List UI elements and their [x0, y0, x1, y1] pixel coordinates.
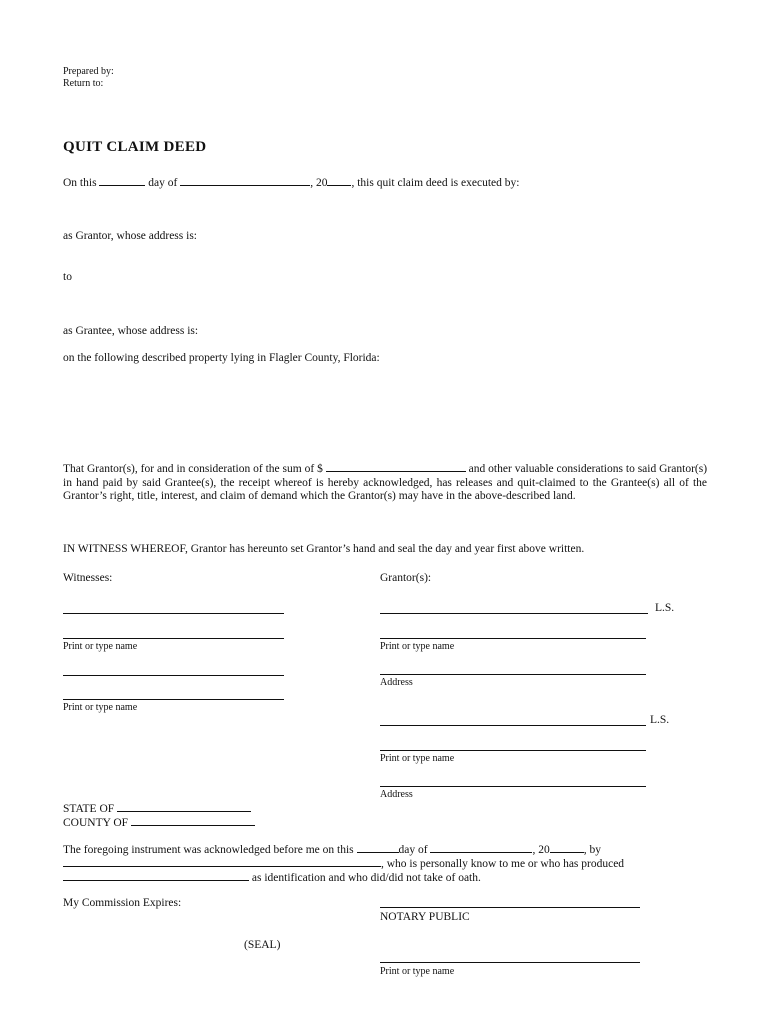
year-blank[interactable]: [327, 175, 351, 186]
ack-year-prefix: , 20: [532, 844, 550, 856]
acknowledgment-line-2: [63, 856, 624, 870]
notary-name-line[interactable]: [380, 962, 640, 963]
return-to-label: Return to:: [63, 78, 104, 89]
witness-name-line-1[interactable]: [63, 638, 284, 639]
acknowledgment-text-3: as identification and who did/did not take of oath.: [251, 872, 481, 884]
acknowledgment-text-2: , who is personally know to me or who has produced: [381, 858, 625, 870]
county-of-label: COUNTY OF: [63, 817, 129, 829]
state-of-row: [63, 801, 251, 815]
on-this-label: On this: [63, 177, 97, 189]
county-of-row: [63, 815, 255, 829]
seal-label: (SEAL): [244, 939, 281, 951]
executed-by-label: , this quit claim deed is executed by:: [351, 177, 520, 189]
month-blank[interactable]: [180, 175, 310, 186]
grantor-address-label-1: Address: [380, 677, 413, 688]
consideration-text-2: and other valuable considerations to said Grantor(s) in hand paid by said Grantee(s), the receipt whereof is hereby acknowledged, has releases and quit-claimed to the Grantee(s) all of the Grantor’s right, title, interest, and claim of demand which the Grantor(s) may have in the above-described land.: [63, 463, 708, 503]
ack-person-blank[interactable]: [63, 856, 381, 867]
sum-blank[interactable]: [326, 462, 466, 472]
intro-line: [63, 175, 519, 189]
ack-day-of-label: day of: [398, 844, 428, 856]
witnesses-heading: Witnesses:: [63, 572, 113, 584]
ack-day-blank[interactable]: [357, 842, 399, 853]
witness-name-line-2[interactable]: [63, 699, 284, 700]
ls-label-1: L.S.: [655, 602, 675, 614]
day-of-label: day of: [148, 177, 178, 189]
consideration-text-1: That Grantor(s), for and in consideration of the sum of $: [63, 463, 323, 475]
prepared-by-label: Prepared by:: [63, 66, 114, 77]
to-label: to: [63, 271, 72, 283]
grantor-print-name-label-1: Print or type name: [380, 641, 455, 652]
witness-signature-line-1[interactable]: [63, 613, 284, 614]
state-blank[interactable]: [117, 801, 251, 812]
ack-by-label: , by: [583, 844, 601, 856]
witness-clause: IN WITNESS WHEREOF, Grantor has hereunto set Grantor’s hand and seal the day and year first above written.: [63, 543, 585, 555]
grantor-address-line-2[interactable]: [380, 786, 646, 787]
grantor-print-name-label-2: Print or type name: [380, 753, 455, 764]
commission-expires-label: My Commission Expires:: [63, 897, 182, 909]
state-of-label: STATE OF: [63, 803, 115, 815]
witness-signature-line-2[interactable]: [63, 675, 284, 676]
document-title: QUIT CLAIM DEED: [63, 139, 207, 155]
grantor-signature-line-1[interactable]: [380, 613, 648, 614]
notary-signature-line[interactable]: [380, 907, 640, 908]
grantors-heading: Grantor(s):: [380, 572, 432, 584]
grantor-signature-line-2[interactable]: [380, 725, 646, 726]
consideration-paragraph: [63, 462, 707, 504]
notary-public-label: NOTARY PUBLIC: [380, 911, 470, 923]
acknowledgment-text-1: The foregoing instrument was acknowledged before me on this: [63, 844, 354, 856]
grantor-name-line-1[interactable]: [380, 638, 646, 639]
ack-identification-blank[interactable]: [63, 870, 249, 881]
grantor-address-label-2: Address: [380, 789, 413, 800]
acknowledgment-line-3: [63, 870, 481, 884]
ack-year-blank[interactable]: [550, 842, 584, 853]
notary-print-name-label: Print or type name: [380, 966, 455, 977]
day-blank[interactable]: [99, 175, 145, 186]
grantor-name-line-2[interactable]: [380, 750, 646, 751]
witness-print-name-label-2: Print or type name: [63, 702, 138, 713]
grantee-address-label: as Grantee, whose address is:: [63, 325, 199, 337]
grantor-address-label: as Grantor, whose address is:: [63, 230, 197, 242]
ls-label-2: L.S.: [650, 714, 670, 726]
ack-month-blank[interactable]: [430, 842, 532, 853]
acknowledgment-line-1: [63, 842, 601, 856]
county-blank[interactable]: [131, 815, 255, 826]
grantor-address-line-1[interactable]: [380, 674, 646, 675]
property-description-label: on the following described property lying in Flagler County, Florida:: [63, 352, 380, 364]
witness-print-name-label-1: Print or type name: [63, 641, 138, 652]
year-prefix: , 20: [310, 177, 328, 189]
